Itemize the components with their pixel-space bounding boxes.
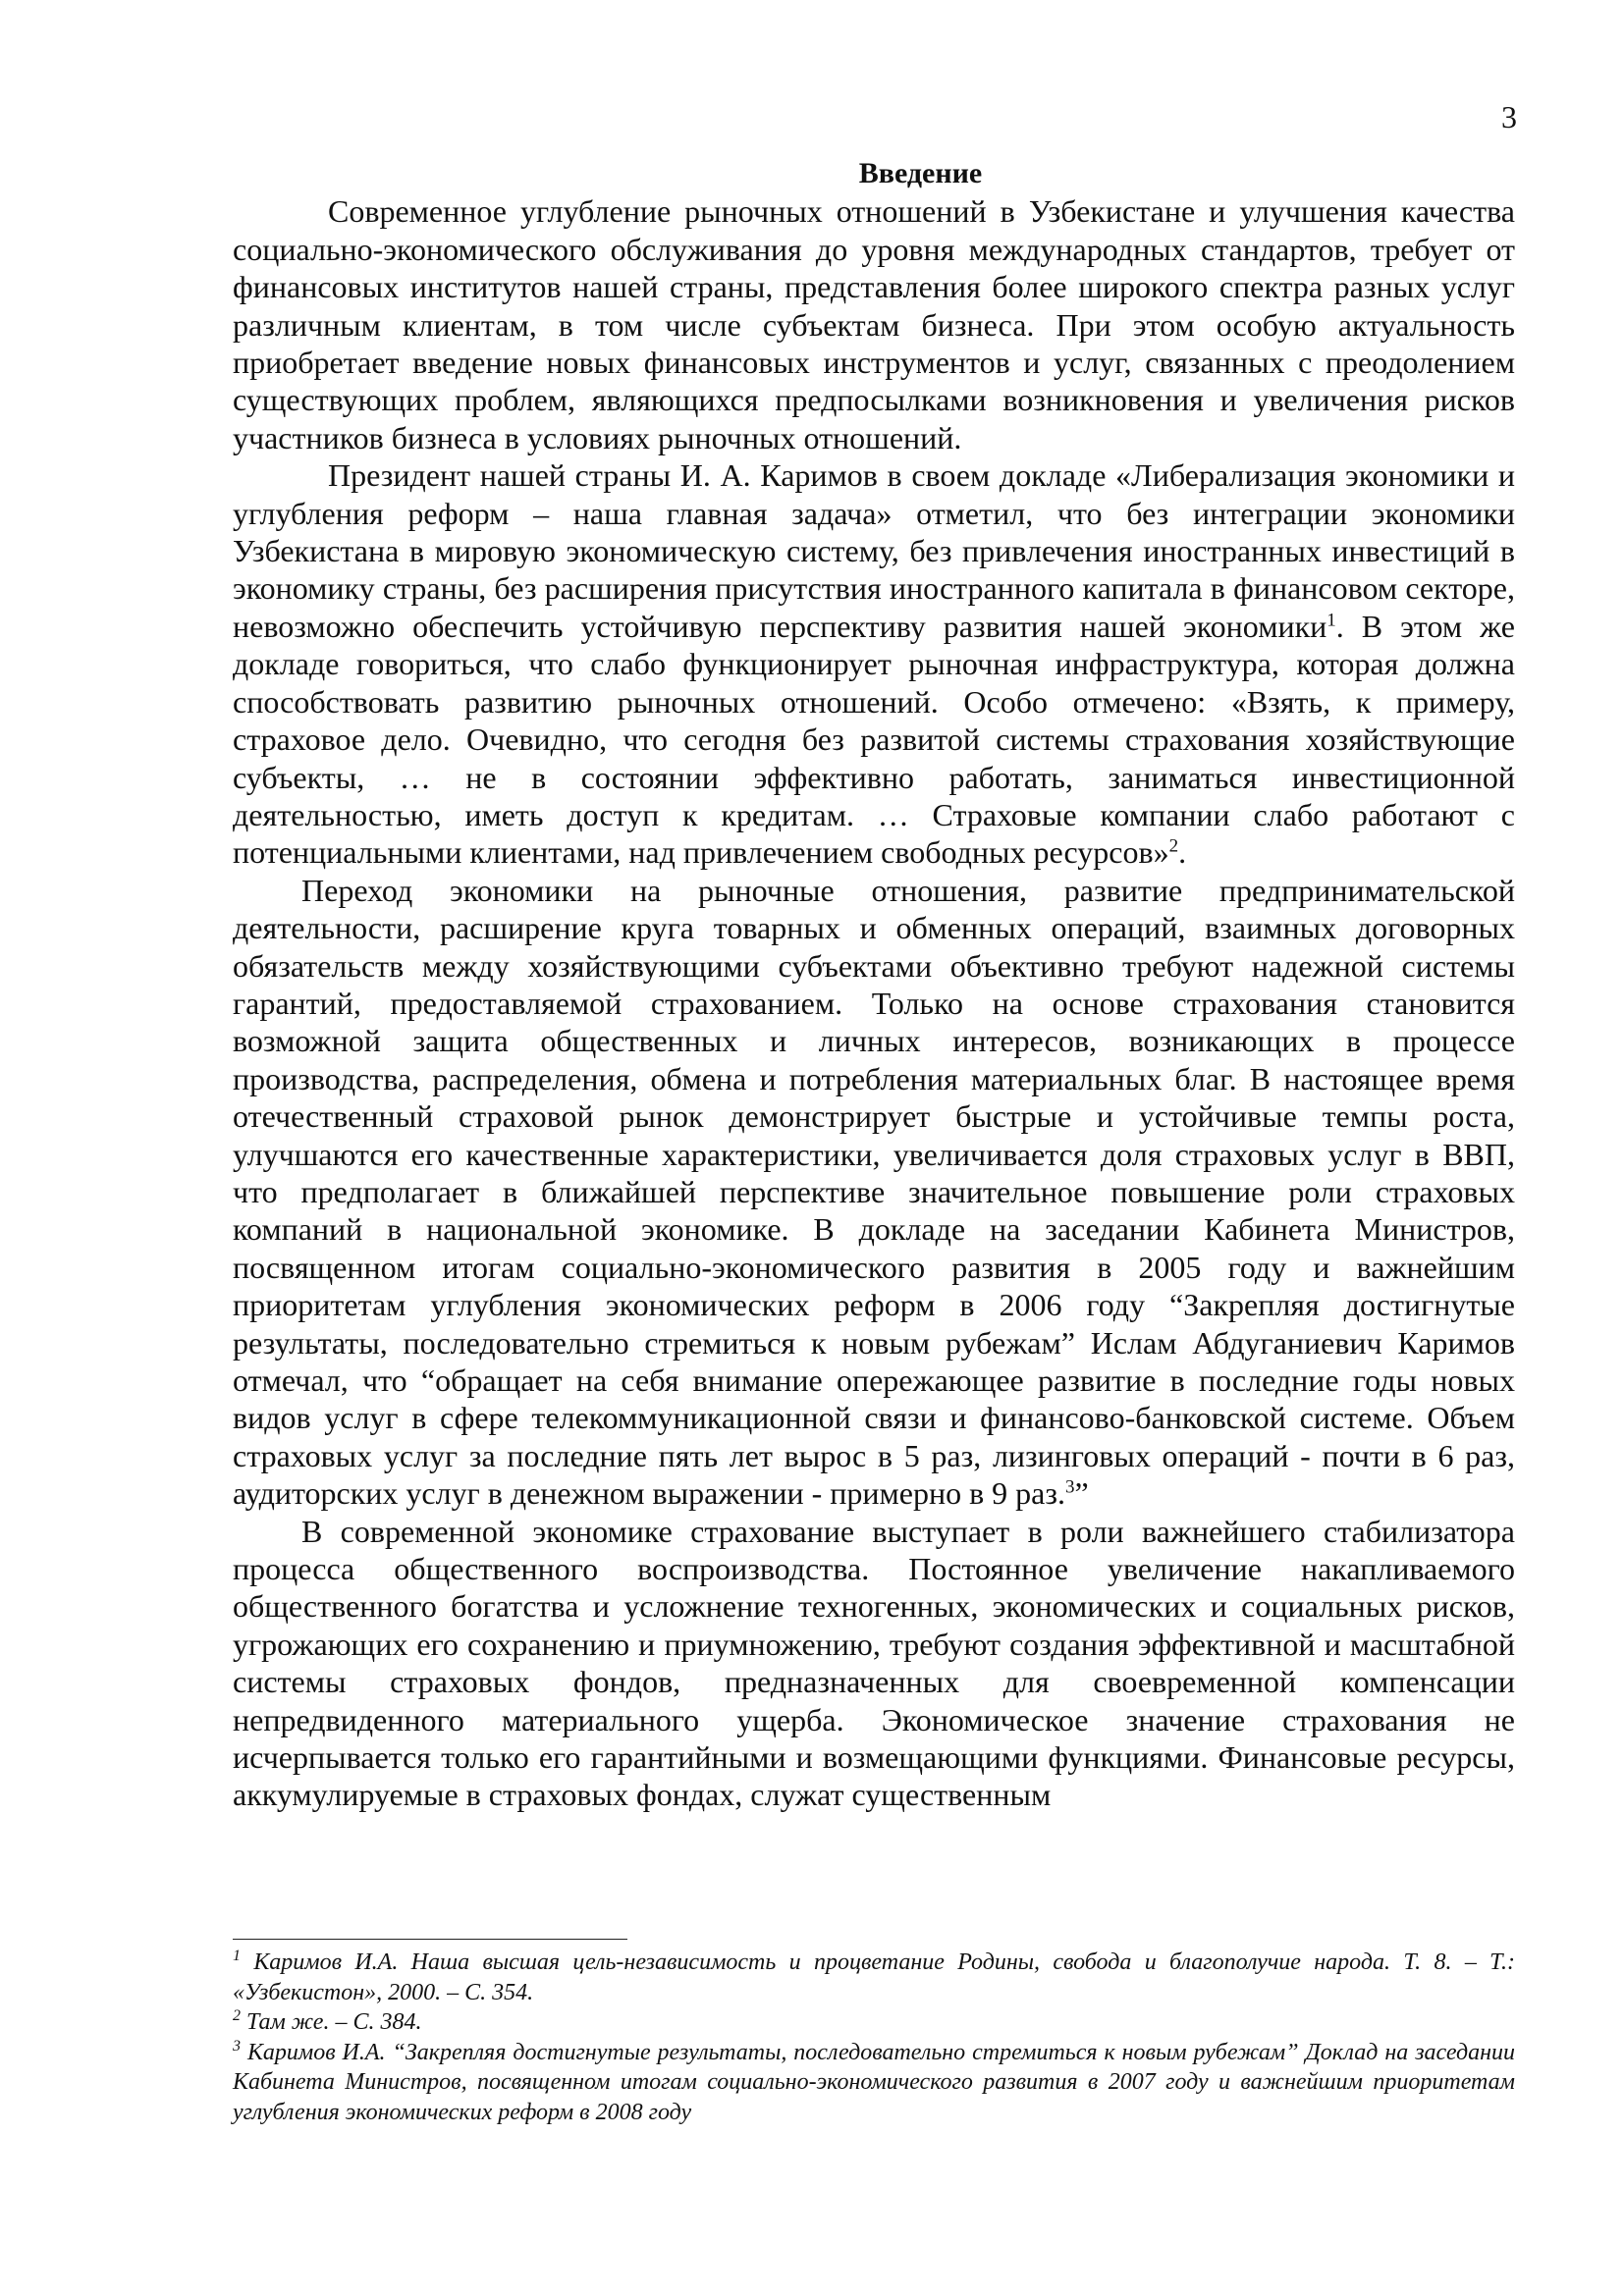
- footnote-marker: 1: [233, 1948, 241, 1964]
- paragraph-text: Президент нашей страны И. А. Каримов в своем докладе «Либерализация экономики и углубления реформ – наша главная задача» отметил, что без интеграции экономики Узбекистана в мировую экономическую систему, без привлечения иностранных инвестиций в экономику страны, без расширения присутствия иностранного капитала в финансовом секторе, невозможно обеспечить устойчивую перспективу развития нашей экономики: [233, 457, 1515, 644]
- paragraph-president-report: [233, 456, 1515, 871]
- paragraph-text: ”: [1074, 1475, 1089, 1512]
- footnote-reference-1: 1: [1326, 610, 1336, 631]
- footnote-separator: [233, 1939, 627, 1940]
- footnotes: [233, 1939, 1515, 2127]
- footnote-reference-2: 2: [1168, 835, 1179, 857]
- footnote-text: Каримов И.А. Наша высшая цель-независимость и процветание Родины, свобода и благополучие народа. Т. 8. – Т.: «Узбекистон», 2000. – С. 354.: [233, 1949, 1515, 2005]
- footnote-marker: 3: [233, 2037, 241, 2055]
- paragraph-text: . В этом же докладе говориться, что слабо функционирует рыночная инфраструктура, которая должна способствовать развитию рыночных отношений. Особо отмечено: «Взять, к примеру, страховое дело. Очевидно, что сегодня без развитой системы страхования хозяйствующие субъекты, … не в состоянии эффективно работать, заниматься инвестиционной деятельностью, иметь доступ к кредитам. … Страховые компании слабо работают с потенциальными клиентами, над привлечением свободных ресурсов»: [233, 608, 1515, 871]
- paragraph-text: .: [1178, 834, 1187, 871]
- paragraph-text: Современное углубление рыночных отношений в Узбекистане и улучшения качества социально-экономического обслуживания до уровня международных стандартов, требует от финансовых институтов нашей страны, представления более широкого спектра разных услуг различным клиентам, в том числе субъектам бизнеса. При этом особую актуальность приобретает введение новых финансовых инструментов и услуг, связанных с преодолением существующих проблем, являющихся предпосылками возникновения и увеличения рисков участников бизнеса в условиях рыночных отношений.: [233, 193, 1515, 455]
- paragraph-text: В современной экономике страхование выступает в роли важнейшего стабилизатора процесса общественного воспроизводства. Постоянное увеличение накапливаемого общественного богатства и усложнение техногенных, экономических и социальных рисков, угрожающих его сохранению и приумножению, требуют создания эффективной и масштабной системы страховых фондов, предназначенных для своевременной компенсации непредвиденного материального ущерба. Экономическое значение страхования не исчерпывается только его гарантийными и возмещающими функциями. Финансовые ресурсы, аккумулируемые в страховых фондах, служат существенным: [233, 1513, 1515, 1813]
- paragraph-modern-economy: [233, 1513, 1515, 1814]
- section-title: Введение: [858, 157, 983, 189]
- page-body: [233, 155, 1515, 1814]
- footnote-reference-3: 3: [1065, 1476, 1075, 1498]
- footnote-2: [233, 2007, 1515, 2038]
- paragraph-text: Переход экономики на рыночные отношения, развитие предпринимательской деятельности, расширение круга товарных и обменных операций, взаимных договорных обязательств между хозяйствующими субъектами объективно требуют надежной системы гарантий, предоставляемой страхованием. Только на основе страхования становится возможной защита общественных и личных интересов, возникающих в процессе производства, распределения, обмена и потребления материальных благ. В настоящее время отечественный страховой рынок демонстрирует быстрые и устойчивые темпы роста, улучшаются его качественные характеристики, увеличивается доля страховых услуг в ВВП, что предполагает в ближайшей перспективе значительное повышение роли страховых компаний в национальной экономике. В докладе на заседании Кабинета Министров, посвященном итогам социально-экономического развития в 2005 году и важнейшим приоритетам углубления экономических реформ в 2006 году “Закрепляя достигнутые результаты, последовательно стремиться к новым рубежам” Ислам Абдуганиевич Каримов отмечал, что “обращает на себя внимание опережающее развитие в последние годы новых видов услуг в сфере телекоммуникационной связи и финансово-банковской системе. Объем страховых услуг за последние пять лет вырос в 5 раз, лизинговых операций - почти в 6 раз, аудиторских услуг в денежном выражении - примерно в 9 раз.: [233, 872, 1515, 1512]
- footnote-text: Там же. – С. 384.: [241, 2009, 422, 2035]
- footnote-3: [233, 2038, 1515, 2128]
- footnote-1: [233, 1948, 1515, 2007]
- page-number: 3: [1501, 99, 1517, 134]
- paragraph-intro: [233, 192, 1515, 456]
- paragraph-market-transition: [233, 872, 1515, 1513]
- footnote-text: Каримов И.А. “Закрепляя достигнутые результаты, последовательно стремиться к новым рубежам” Доклад на заседании Кабинета Министров, посвященном итогам социально-экономического развития в 2007 году и важнейшим приоритетам углубления экономических реформ в 2008 году: [233, 2039, 1515, 2125]
- footnote-marker: 2: [233, 2007, 241, 2024]
